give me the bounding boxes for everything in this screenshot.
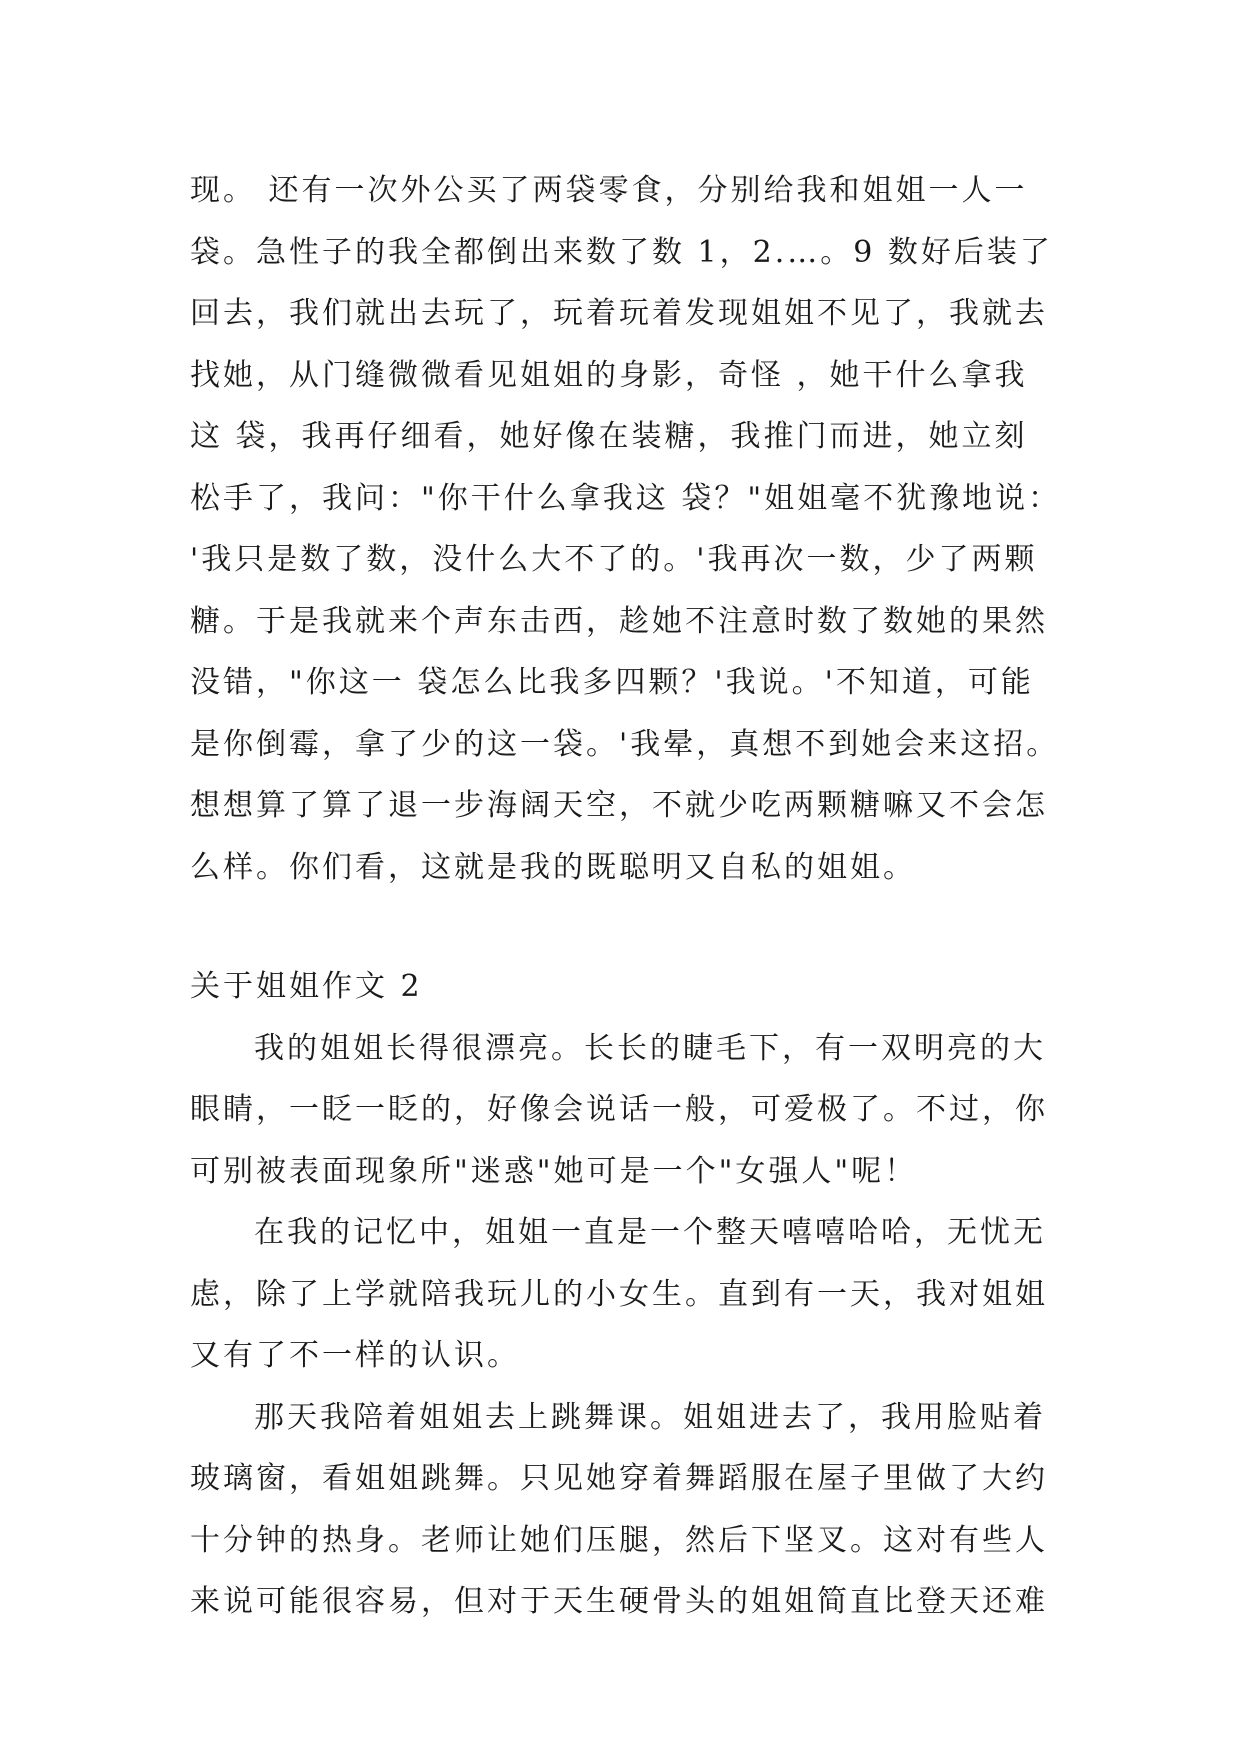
text-line: 想想算了算了退一步海阔天空，不就少吃两颗糖嘛又不会怎 (190, 788, 1048, 823)
text-line: 么样。你们看，这就是我的既聪明又自私的姐姐。 (190, 849, 916, 885)
text-line: 这 袋，我再仔细看，她好像在装糖，我推门而进，她立刻 (190, 419, 1028, 454)
essay-title: 关于姐姐作文 2 (190, 969, 423, 1004)
text-line: 又有了不一样的认识。 (190, 1338, 520, 1373)
text-line: '我只是数了数，没什么大不了的。'我再次一数，少了两颗 (190, 542, 1038, 577)
text-line: 来说可能很容易，但对于天生硬骨头的姐姐简直比登天还难 (190, 1584, 1048, 1619)
text-line: 可别被表面现象所"迷惑"她可是一个"女强人"呢！ (190, 1153, 918, 1189)
text-line: 糖。于是我就来个声东击西，趁她不注意时数了数她的果然 (190, 603, 1048, 639)
text-line: 虑，除了上学就陪我玩儿的小女生。直到有一天，我对姐姐 (190, 1276, 1048, 1312)
text-line: 眼睛，一眨一眨的，好像会说话一般，可爱极了。不过，你 (190, 1092, 1048, 1127)
essay-1-continuation (190, 160, 1070, 898)
text-line: 是你倒霉，拿了少的这一袋。'我晕，真想不到她会来这招。 (190, 726, 1060, 762)
essay-2 (190, 956, 1070, 1633)
text-line: 我的姐姐长得很漂亮。长长的睫毛下，有一双明亮的大 (254, 1030, 1046, 1066)
text-line: 十分钟的热身。老师让她们压腿，然后下坚叉。这对有些人 (190, 1522, 1048, 1558)
text-line: 现。 还有一次外公买了两袋零食，分别给我和姐姐一人一 (190, 173, 1028, 208)
text-line: 没错，"你这一 袋怎么比我多四颗？'我说。'不知道，可能 (190, 665, 1034, 700)
text-line: 那天我陪着姐姐去上跳舞课。姐姐进去了，我用脸贴着 (254, 1399, 1046, 1435)
document-page (190, 160, 1070, 1633)
text-line: 松手了，我问："你干什么拿我这 袋？"姐姐毫不犹豫地说： (190, 480, 1062, 516)
text-line: 在我的记忆中，姐姐一直是一个整天嘻嘻哈哈，无忧无 (254, 1215, 1046, 1250)
text-line: 玻璃窗，看姐姐跳舞。只见她穿着舞蹈服在屋子里做了大约 (190, 1461, 1048, 1496)
text-line: 回去，我们就出去玩了，玩着玩着发现姐姐不见了，我就去 (190, 296, 1048, 331)
text-line: 袋。急性子的我全都倒出来数了数 1，2.…。9 数好后装了 (190, 234, 1053, 270)
section-spacer (190, 898, 1070, 956)
text-line: 找她，从门缝微微看见姐姐的身影，奇怪 ，她干什么拿我 (190, 357, 1028, 393)
